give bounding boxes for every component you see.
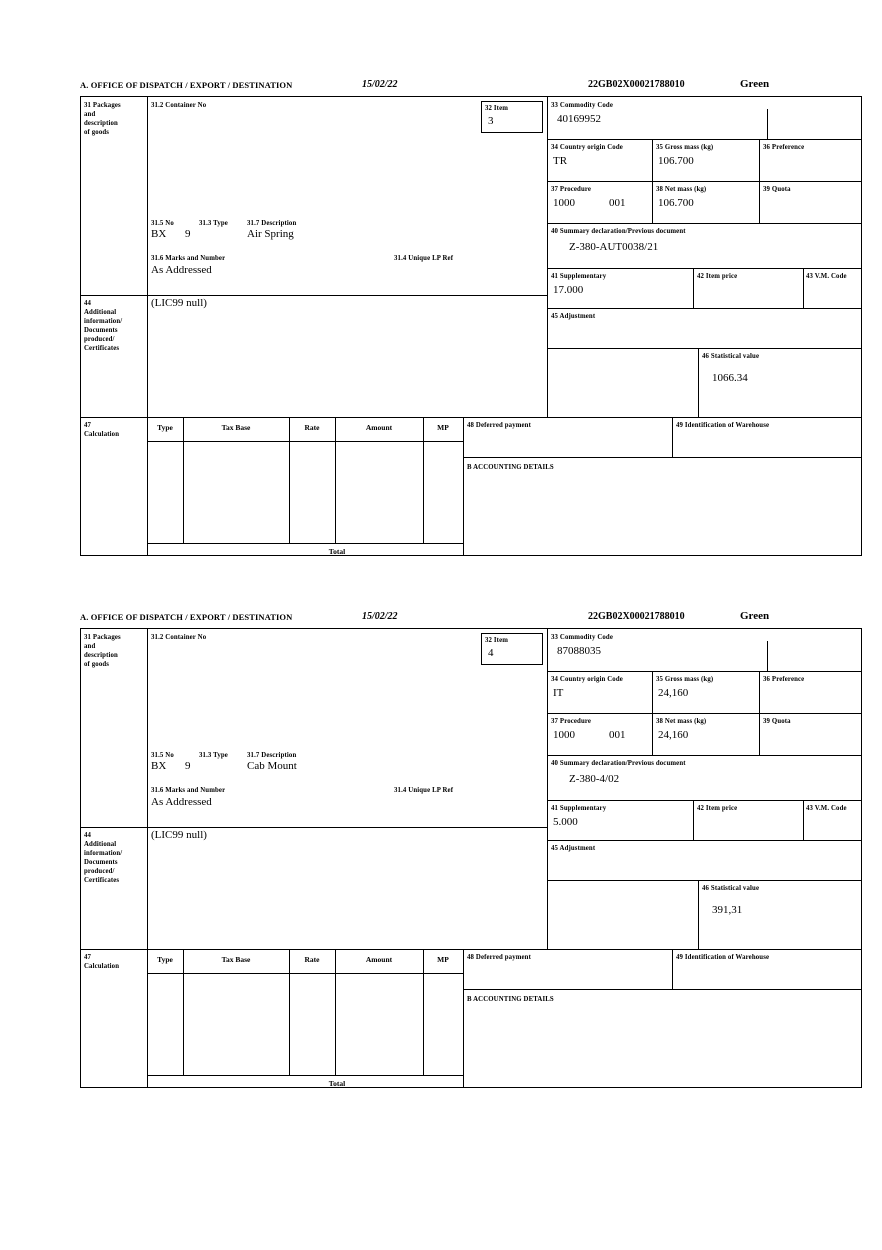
copy-colour-label: Green	[740, 78, 770, 90]
box-32-item	[481, 633, 543, 665]
box-45-adjustment	[547, 308, 861, 348]
net-mass-value[interactable]: 24,160	[658, 729, 689, 741]
dotted-divider	[547, 348, 548, 417]
commodity-code-subdivider	[767, 641, 768, 671]
copy-colour-label: Green	[740, 610, 770, 622]
statistical-value-label: 46 Statistical value	[702, 353, 760, 360]
calc-bottom-divider	[147, 1075, 463, 1076]
calc-col-amount: Amount	[365, 423, 393, 432]
calc-col-type: Type	[157, 955, 173, 964]
box-43-vm-code	[803, 268, 861, 308]
packages-no-value[interactable]: BX	[151, 760, 167, 772]
calc-col-divider-3	[335, 417, 336, 543]
item-value[interactable]: 3	[488, 115, 494, 127]
box-36-preference	[759, 671, 861, 713]
calc-col-mp: MP	[437, 423, 449, 432]
declaration-date: 15/02/22	[362, 79, 398, 90]
calc-col-rate: Rate	[304, 955, 320, 964]
previous-document-value[interactable]: Z-380-AUT0038/21	[569, 241, 659, 253]
marks-and-number-value[interactable]: As Addressed	[151, 264, 212, 276]
quota-label: 39 Quota	[763, 718, 791, 725]
net-mass-label: 38 Net mass (kg)	[656, 718, 707, 725]
item-price-label: 42 Item price	[697, 273, 738, 280]
net-mass-label: 38 Net mass (kg)	[656, 186, 707, 193]
preference-label: 36 Preference	[763, 676, 805, 683]
calc-col-divider-4	[423, 417, 424, 543]
gross-mass-label: 35 Gross mass (kg)	[656, 144, 714, 151]
calc-col-divider-1	[183, 417, 184, 543]
statistical-value-value[interactable]: 391,31	[712, 904, 743, 916]
gross-mass-value[interactable]: 106.700	[658, 155, 694, 167]
box-b-accounting-details	[463, 989, 861, 1088]
procedure-value-2[interactable]: 001	[609, 197, 626, 209]
unique-lp-ref-label: 31.4 Unique LP Ref	[394, 787, 454, 794]
country-origin-value[interactable]: TR	[553, 155, 568, 167]
calc-col-mp: MP	[437, 955, 449, 964]
form-header	[80, 610, 862, 628]
net-mass-value[interactable]: 106.700	[658, 197, 694, 209]
box-35-gross-mass	[652, 139, 759, 181]
statistical-value-value[interactable]: 1066.34	[712, 372, 748, 384]
item-label: 32 Item	[485, 105, 509, 112]
deferred-payment-label: 48 Deferred payment	[467, 954, 531, 961]
calc-col-divider-2	[289, 417, 290, 543]
gross-mass-value[interactable]: 24,160	[658, 687, 689, 699]
office-of-dispatch-label: A. OFFICE OF DISPATCH / EXPORT / DESTINATION	[80, 612, 293, 622]
packages-type-value[interactable]: 9	[185, 760, 191, 772]
country-origin-value[interactable]: IT	[553, 687, 564, 699]
item-price-label: 42 Item price	[697, 805, 738, 812]
packages-description-value[interactable]: Cab Mount	[247, 760, 297, 772]
warehouse-id-label: 49 Identification of Warehouse	[676, 422, 770, 429]
calc-total-label: Total	[328, 1079, 346, 1088]
packages-description-label: 31.7 Description	[247, 220, 297, 227]
calculation-table	[147, 949, 463, 1088]
box-49-warehouse-id	[672, 949, 861, 989]
box-31-label: 31 Packages and description of goods	[84, 634, 121, 668]
marks-and-number-label: 31.6 Marks and Number	[151, 255, 226, 262]
accounting-details-label: B ACCOUNTING DETAILS	[467, 996, 554, 1003]
divider-42-43	[803, 800, 804, 840]
box-46-statistical-value	[698, 880, 861, 949]
calc-total-label: Total	[328, 547, 346, 556]
calc-col-amount: Amount	[365, 955, 393, 964]
container-no-label: 31.2 Container No	[151, 634, 207, 641]
divider-42-43	[803, 268, 804, 308]
packages-type-label: 31.3 Type	[199, 220, 228, 227]
box-48-deferred-payment	[463, 417, 672, 457]
gross-mass-label: 35 Gross mass (kg)	[656, 676, 714, 683]
box-38-net-mass	[652, 713, 759, 755]
box-48-deferred-payment	[463, 949, 672, 989]
preference-label: 36 Preference	[763, 144, 805, 151]
calc-col-divider-2	[289, 949, 290, 1075]
supplementary-value[interactable]: 17.000	[553, 284, 584, 296]
vm-code-label: 43 V.M. Code	[806, 273, 847, 280]
procedure-label: 37 Procedure	[551, 718, 592, 725]
box-34-country-origin	[547, 139, 652, 181]
previous-document-value[interactable]: Z-380-4/02	[569, 773, 620, 785]
box-44-label: 44 Additional information/ Documents produced/ Certificates	[84, 832, 123, 884]
quota-label: 39 Quota	[763, 186, 791, 193]
dotted-divider	[547, 880, 548, 949]
declaration-date: 15/02/22	[362, 611, 398, 622]
calc-col-divider-1	[183, 949, 184, 1075]
marks-and-number-value[interactable]: As Addressed	[151, 796, 212, 808]
box-49-warehouse-id	[672, 417, 861, 457]
commodity-code-subdivider	[767, 109, 768, 139]
statistical-value-label: 46 Statistical value	[702, 885, 760, 892]
packages-no-label: 31.5 No	[151, 220, 174, 227]
calc-col-tax-base: Tax Base	[221, 955, 251, 964]
container-no-label: 31.2 Container No	[151, 102, 207, 109]
customs-declaration-form-1	[80, 78, 862, 556]
previous-document-label: 40 Summary declaration/Previous document	[551, 760, 686, 767]
box-b-accounting-details	[463, 457, 861, 556]
accounting-details-label: B ACCOUNTING DETAILS	[467, 464, 554, 471]
procedure-value-1[interactable]: 1000	[553, 197, 575, 209]
box-34-country-origin	[547, 671, 652, 713]
deferred-payment-label: 48 Deferred payment	[467, 422, 531, 429]
declaration-box	[80, 628, 862, 1088]
commodity-code-value[interactable]: 40169952	[557, 113, 601, 125]
calc-col-rate: Rate	[304, 423, 320, 432]
box-44-label: 44 Additional information/ Documents produced/ Certificates	[84, 300, 123, 352]
calc-bottom-divider	[147, 543, 463, 544]
box-44-value[interactable]: (LIC99 null)	[151, 297, 207, 309]
supplementary-value[interactable]: 5.000	[553, 816, 578, 828]
box-33-commodity-code	[547, 97, 861, 139]
commodity-code-value[interactable]: 87088035	[557, 645, 601, 657]
item-label: 32 Item	[485, 637, 509, 644]
vm-code-label: 43 V.M. Code	[806, 805, 847, 812]
country-origin-label: 34 Country origin Code	[551, 676, 623, 683]
calc-header-divider	[147, 973, 463, 974]
box-37-procedure	[547, 181, 652, 223]
box-38-net-mass	[652, 181, 759, 223]
packages-description-value[interactable]: Air Spring	[247, 228, 294, 240]
box-39-quota	[759, 181, 861, 223]
unique-lp-ref-label: 31.4 Unique LP Ref	[394, 255, 454, 262]
box-40-previous-document	[547, 223, 861, 268]
box-35-gross-mass	[652, 671, 759, 713]
mrn-number: 22GB02X00021788010	[588, 611, 685, 622]
box-47-label: 47 Calculation	[84, 954, 120, 970]
declaration-box	[80, 96, 862, 556]
divider-41-42	[693, 268, 694, 308]
box-37-procedure	[547, 713, 652, 755]
calc-col-type: Type	[157, 423, 173, 432]
divider-31-44	[81, 295, 547, 296]
calculation-table	[147, 417, 463, 556]
divider-31-44	[81, 827, 547, 828]
adjustment-label: 45 Adjustment	[551, 845, 596, 852]
supplementary-label: 41 Supplementary	[551, 273, 607, 280]
box-41-supplementary	[547, 800, 693, 840]
country-origin-label: 34 Country origin Code	[551, 144, 623, 151]
procedure-value-1[interactable]: 1000	[553, 729, 575, 741]
packages-description-label: 31.7 Description	[247, 752, 297, 759]
customs-declaration-form-2	[80, 610, 862, 1088]
procedure-label: 37 Procedure	[551, 186, 592, 193]
calc-col-divider-4	[423, 949, 424, 1075]
divider-41-42	[693, 800, 694, 840]
packages-type-value[interactable]: 9	[185, 228, 191, 240]
box-45-adjustment	[547, 840, 861, 880]
mrn-number: 22GB02X00021788010	[588, 79, 685, 90]
packages-no-value[interactable]: BX	[151, 228, 167, 240]
box-31-label: 31 Packages and description of goods	[84, 102, 121, 136]
box-36-preference	[759, 139, 861, 181]
office-of-dispatch-label: A. OFFICE OF DISPATCH / EXPORT / DESTINATION	[80, 80, 293, 90]
box-33-commodity-code	[547, 629, 861, 671]
box-39-quota	[759, 713, 861, 755]
box-43-vm-code	[803, 800, 861, 840]
box-40-previous-document	[547, 755, 861, 800]
commodity-code-label: 33 Commodity Code	[551, 102, 613, 109]
box-47-label: 47 Calculation	[84, 422, 120, 438]
procedure-value-2[interactable]: 001	[609, 729, 626, 741]
supplementary-label: 41 Supplementary	[551, 805, 607, 812]
calc-col-tax-base: Tax Base	[221, 423, 251, 432]
warehouse-id-label: 49 Identification of Warehouse	[676, 954, 770, 961]
calc-col-divider-3	[335, 949, 336, 1075]
box-41-supplementary	[547, 268, 693, 308]
commodity-code-label: 33 Commodity Code	[551, 634, 613, 641]
item-value[interactable]: 4	[488, 647, 494, 659]
previous-document-label: 40 Summary declaration/Previous document	[551, 228, 686, 235]
calc-header-divider	[147, 441, 463, 442]
box-32-item	[481, 101, 543, 133]
adjustment-label: 45 Adjustment	[551, 313, 596, 320]
box-46-statistical-value	[698, 348, 861, 417]
box-44-value[interactable]: (LIC99 null)	[151, 829, 207, 841]
packages-type-label: 31.3 Type	[199, 752, 228, 759]
packages-no-label: 31.5 No	[151, 752, 174, 759]
box-42-item-price	[693, 268, 803, 308]
form-header	[80, 78, 862, 96]
marks-and-number-label: 31.6 Marks and Number	[151, 787, 226, 794]
box-42-item-price	[693, 800, 803, 840]
